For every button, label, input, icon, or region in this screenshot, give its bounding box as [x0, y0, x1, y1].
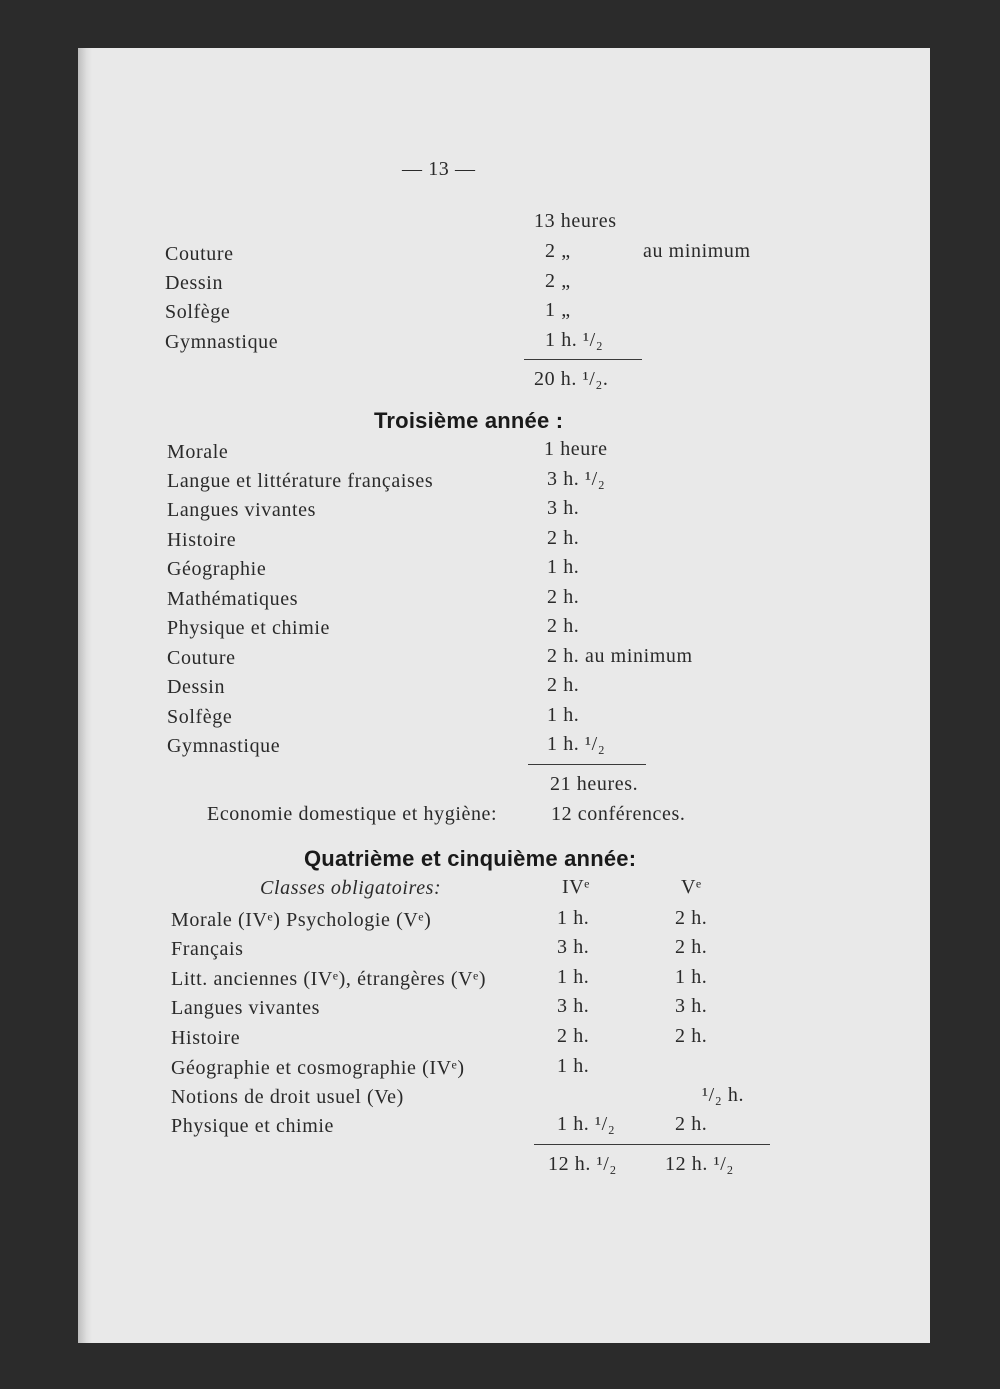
column-header-v: Vᵉ	[681, 876, 702, 898]
row-label: Litt. anciennes (IVᵉ), étrangères (Vᵉ)	[171, 968, 487, 990]
sum-rule	[528, 764, 646, 765]
section-heading: Quatrième et cinquième année:	[304, 846, 637, 871]
row-value: 1 h. ¹/₂	[545, 329, 604, 351]
row-value: 1 h.	[547, 556, 580, 578]
row-label: Solfège	[165, 301, 231, 323]
section-heading: Troisième année :	[374, 408, 564, 433]
row-label: Langues vivantes	[171, 997, 321, 1019]
row-value-v: 3 h.	[675, 995, 708, 1017]
row-value-iv: 1 h. ¹/₂	[557, 1113, 616, 1135]
row-value-iv: 3 h.	[557, 936, 590, 958]
row-label: Mathématiques	[167, 588, 299, 610]
subtotal: 20 h. ¹/₂.	[534, 368, 609, 390]
row-value-v: 2 h.	[675, 936, 708, 958]
row-value-iv: 3 h.	[557, 995, 590, 1017]
row-value-iv: 1 h.	[557, 966, 590, 988]
row-value: 1 „	[545, 299, 571, 321]
row-value: 1 heure	[544, 438, 608, 460]
row-label: Langues vivantes	[167, 499, 317, 521]
row-label: Morale	[167, 441, 229, 463]
total-iv: 12 h. ¹/₂	[548, 1153, 617, 1175]
row-note: au minimum	[643, 240, 751, 262]
row-label: Dessin	[167, 676, 226, 698]
row-label: Histoire	[171, 1027, 241, 1049]
row-label: Français	[171, 938, 244, 960]
row-label: Histoire	[167, 529, 237, 551]
row-value-iv: 2 h.	[557, 1025, 590, 1047]
row-label: Solfège	[167, 706, 233, 728]
row-label: Géographie et cosmographie (IVᵉ)	[171, 1057, 465, 1079]
section-subheading: Classes obligatoires:	[260, 877, 442, 899]
row-value-v: 2 h.	[675, 1025, 708, 1047]
carried-total: 13 heures	[534, 210, 617, 232]
row-value: 1 h. ¹/₂	[547, 733, 606, 755]
row-value: 2 h.	[547, 586, 580, 608]
row-value-v: 1 h.	[675, 966, 708, 988]
row-value-iv: 1 h.	[557, 1055, 590, 1077]
row-value: 2 h.	[547, 674, 580, 696]
row-label: Physique et chimie	[171, 1115, 334, 1137]
subtotal: 21 heures.	[550, 773, 639, 795]
row-value: 3 h.	[547, 497, 580, 519]
row-label: Gymnastique	[167, 735, 281, 757]
row-value: 2 „	[545, 240, 571, 262]
row-label: Morale (IVᵉ) Psychologie (Vᵉ)	[171, 909, 432, 931]
row-value-v: 2 h.	[675, 907, 708, 929]
row-label: Dessin	[165, 272, 224, 294]
sum-rule	[534, 1144, 770, 1145]
row-label: Physique et chimie	[167, 617, 330, 639]
row-value-v: ¹/₂ h.	[702, 1084, 745, 1106]
row-value-iv: 1 h.	[557, 907, 590, 929]
column-header-iv: IVᵉ	[562, 876, 591, 898]
total-v: 12 h. ¹/₂	[665, 1153, 734, 1175]
row-value: 2 h.	[547, 615, 580, 637]
sum-rule	[524, 359, 642, 360]
row-value: 2 h. au minimum	[547, 645, 693, 667]
row-value: 1 h.	[547, 704, 580, 726]
row-value-v: 2 h.	[675, 1113, 708, 1135]
economy-value: 12 conférences.	[551, 803, 686, 825]
row-label: Notions de droit usuel (Ve)	[171, 1086, 404, 1108]
row-value: 2 h.	[547, 527, 580, 549]
economy-label: Economie domestique et hygiène:	[207, 803, 498, 825]
page-binding-edge	[78, 48, 92, 1343]
row-value: 3 h. ¹/₂	[547, 468, 606, 490]
page-number: — 13 —	[402, 158, 476, 180]
row-label: Langue et littérature françaises	[167, 470, 434, 492]
row-label: Géographie	[167, 558, 267, 580]
row-value: 2 „	[545, 270, 571, 292]
row-label: Gymnastique	[165, 331, 279, 353]
row-label: Couture	[167, 647, 236, 669]
row-label: Couture	[165, 243, 234, 265]
